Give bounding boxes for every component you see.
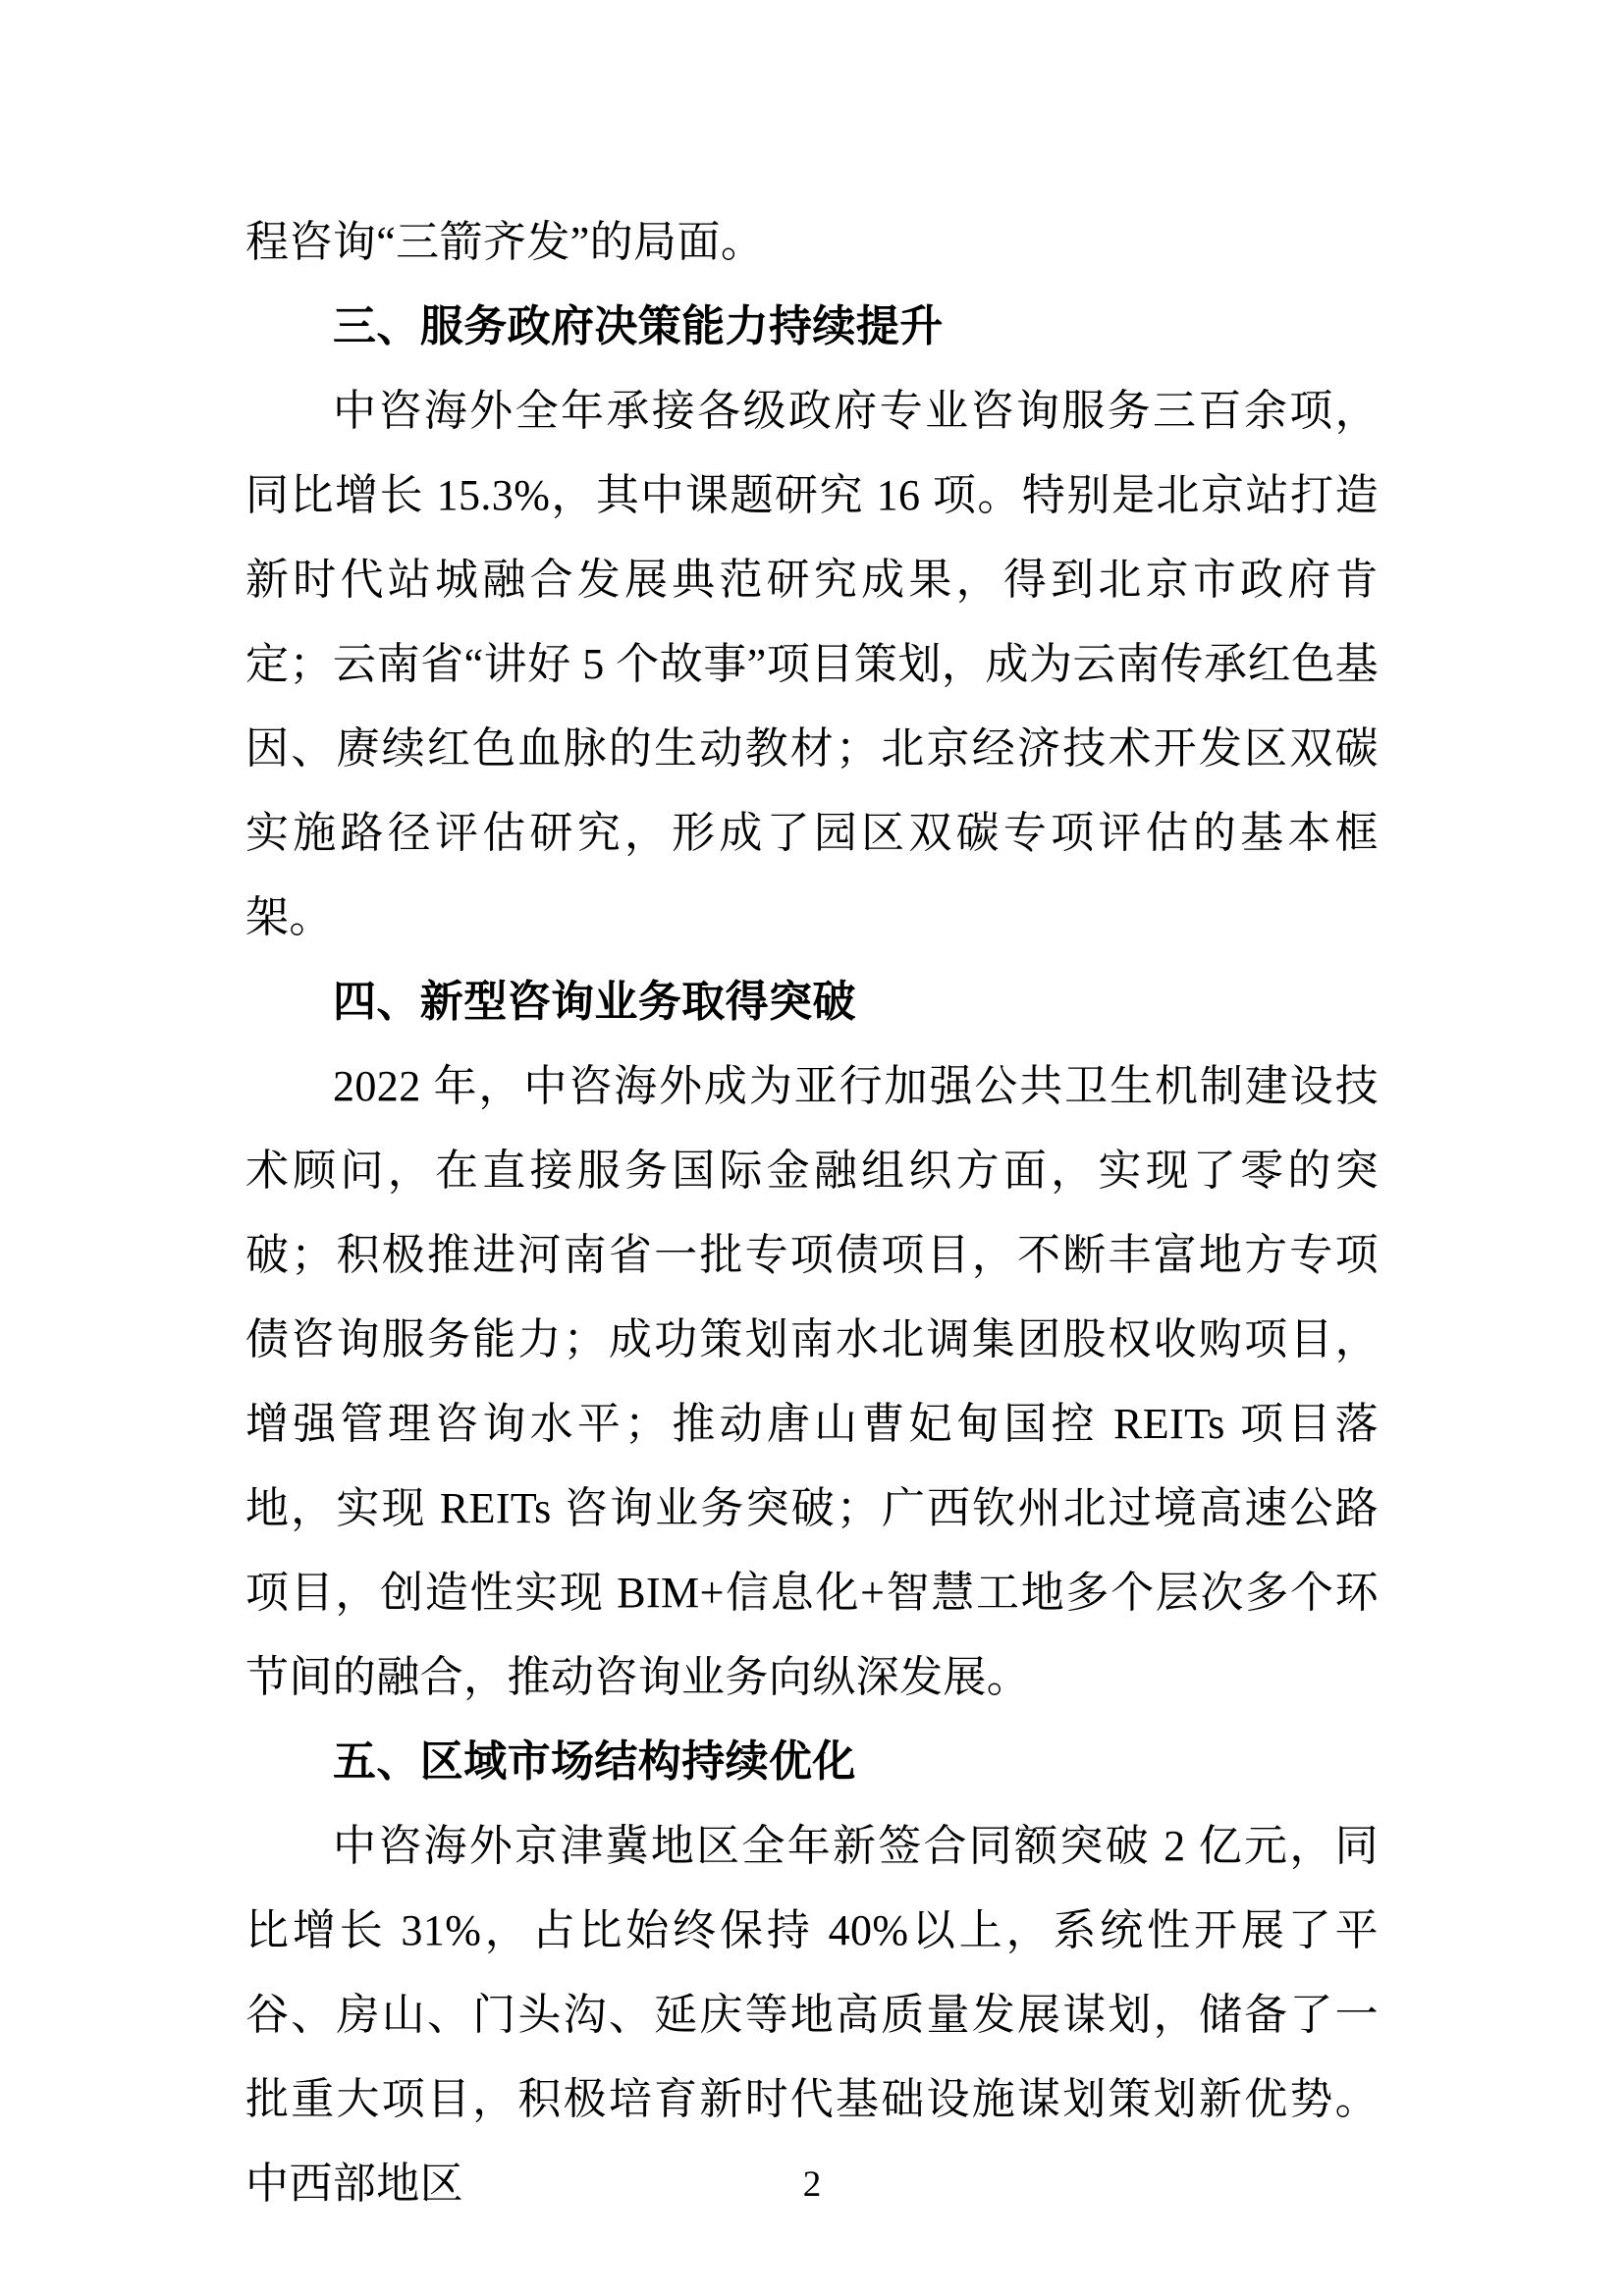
- section-heading-5: 五、区域市场结构持续优化: [333, 1737, 856, 1786]
- document-body: [245, 200, 1379, 2226]
- section-heading-3: 三、服务政府决策能力持续提升: [333, 302, 944, 350]
- section-heading-4: 四、新型咨询业务取得突破: [333, 978, 856, 1026]
- section-4-paragraph: 2022 年，中咨海外成为亚行加强公共卫生机制建设技术顾问，在直接服务国际金融组织方面，实现了零的突破；积极推进河南省一批专项债项目，不断丰富地方专项债咨询服务能力；成功策划南水北调集团股权收购项目，增强管理咨询水平；推动唐山曹妃甸国控 REITs 项目落地，实现 REITs 咨询业务突破；广西钦州北过境高速公路项目，创造性实现 BIM+信息化+智慧工地多个层次多个环节间的融合，推动咨询业务向纵深发展。: [245, 1062, 1379, 1701]
- section-3-paragraph: 中咨海外全年承接各级政府专业咨询服务三百余项，同比增长 15.3%，其中课题研究 16 项。特别是北京站打造新时代站城融合发展典范研究成果，得到北京市政府肯定；云南省“讲好 5 个故事”项目策划，成为云南传承红色基因、赓续红色血脉的生动教材；北京经济技术开发区双碳实施路径评估研究，形成了园区双碳专项评估的基本框架。: [245, 387, 1379, 941]
- paragraph-continuation: 程咨询“三箭齐发”的局面。: [245, 218, 765, 266]
- page-number: 2: [802, 2164, 822, 2205]
- section-5-paragraph: 中咨海外京津冀地区全年新签合同额突破 2 亿元，同比增长 31%，占比始终保持 40%以上，系统性开展了平谷、房山、门头沟、延庆等地高质量发展谋划，储备了一批重大项目，积极培育新时代基础设施谋划策划新优势。中西部地区: [245, 1822, 1379, 2208]
